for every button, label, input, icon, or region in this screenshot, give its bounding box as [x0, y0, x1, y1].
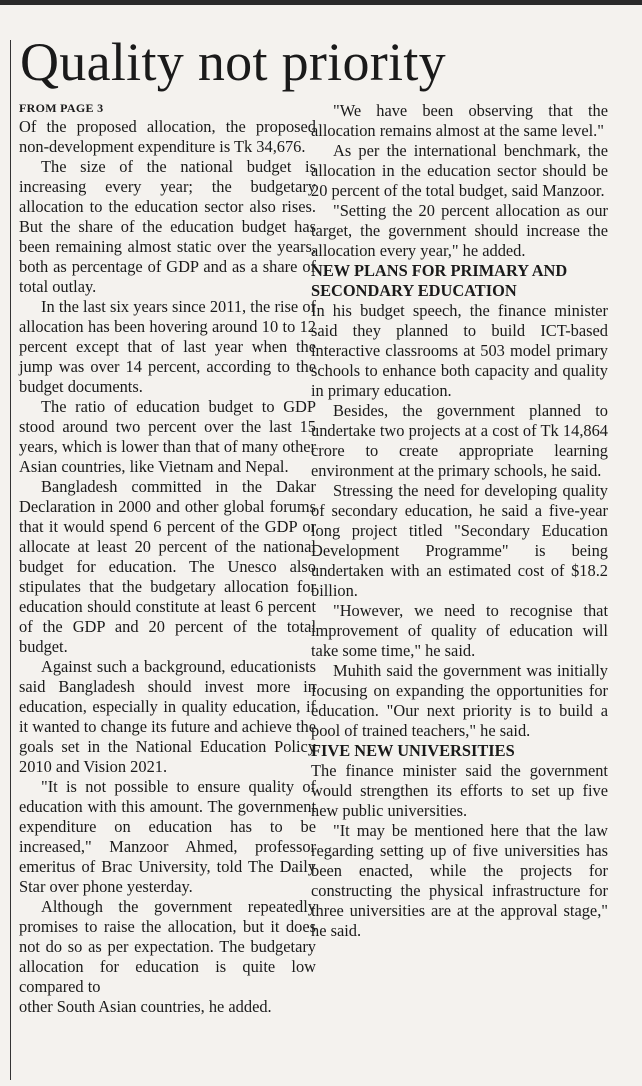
paragraph: Stressing the need for developing quality of secondary education, he said a five-year long project titled "Secondary Education Development Programme" is being undertaken with an estimated cost of $18.2 billion.: [311, 481, 608, 600]
paragraph: Muhith said the government was initially focusing on expanding the opportunities for education. "Our next priority is to build a pool of trained teachers," he said.: [311, 661, 608, 740]
paragraph: Besides, the government planned to undertake two projects at a cost of Tk 14,864 crore to create appropriate learning environment at the primary schools, he said.: [311, 401, 608, 480]
paragraph: The finance minister said the government would strengthen its efforts to set up five new public universities.: [311, 761, 608, 820]
paragraph: Although the government repeatedly promises to raise the allocation, but it does not do so as per expectation. The budgetary allocation for education is quite low compared to: [19, 897, 316, 996]
paragraph: "Setting the 20 percent allocation as our target, the government should increase the allocation every year," he added.: [311, 201, 608, 260]
left-column: [19, 101, 316, 1016]
paragraph: "It may be mentioned here that the law regarding setting up of five universities has been enacted, while the projects for constructing the physical infrastructure for three universities are at the approval stage," he said.: [311, 821, 608, 940]
subhead-universities: FIVE NEW UNIVERSITIES: [311, 741, 515, 760]
paragraph: "It is not possible to ensure quality of education with this amount. The government expenditure on education has to be increased," Manzoor Ahmed, professor emeritus of Brac University, told The Daily Star over phone yesterday.: [19, 777, 316, 896]
paragraph: In the last six years since 2011, the rise of allocation has been hovering around 10 to 12 percent except that of last year when the jump was over 14 percent, according to the budget documents.: [19, 297, 316, 396]
headline: Quality not priority: [20, 32, 446, 92]
paragraph: As per the international benchmark, the allocation in the education sector should be 20 percent of the total budget, said Manzoor.: [311, 141, 608, 200]
paragraph: The ratio of education budget to GDP stood around two percent over the last 15 years, which is lower than that of many other Asian countries, like Vietnam and Nepal.: [19, 397, 316, 476]
paragraph: The size of the national budget is increasing every year; the budgetary allocation to the education sector also rises. But the share of the education budget has been remaining almost static over the years, both as percentage of GDP and as a share of total outlay.: [19, 157, 316, 296]
right-column: [311, 101, 608, 941]
paragraph: In his budget speech, the finance minister said they planned to build ICT-based interactive classrooms at 503 model primary schools to enhance both capacity and quality in primary education.: [311, 301, 608, 400]
paragraph: "We have been observing that the allocation remains almost at the same level.": [311, 101, 608, 140]
top-rule: [0, 0, 642, 5]
kicker: FROM PAGE 3: [19, 101, 104, 115]
cut-off-line: other South Asian countries, he added.: [19, 997, 272, 1016]
subhead-primary-secondary: NEW PLANS FOR PRIMARY AND SECONDARY EDUCATION: [311, 261, 568, 300]
paragraph: "However, we need to recognise that improvement of quality of education will take some time," he said.: [311, 601, 608, 660]
paragraph: Against such a background, educationists said Bangladesh should invest more in education, especially in quality education, if it wanted to change its future and achieve the goals set in the National Education Policy 2010 and Vision 2021.: [19, 657, 316, 776]
paragraph: Bangladesh committed in the Dakar Declaration in 2000 and other global forums that it would spend 6 percent of the GDP or allocate at least 20 percent of the national budget for education. The Unesco also stipulates that the budgetary allocation for education should constitute at least 6 percent of the GDP and 20 percent of the total budget.: [19, 477, 316, 656]
paragraph: Of the proposed allocation, the proposed non-development expenditure is Tk 34,676.: [19, 117, 316, 156]
column-rule: [10, 40, 11, 1080]
